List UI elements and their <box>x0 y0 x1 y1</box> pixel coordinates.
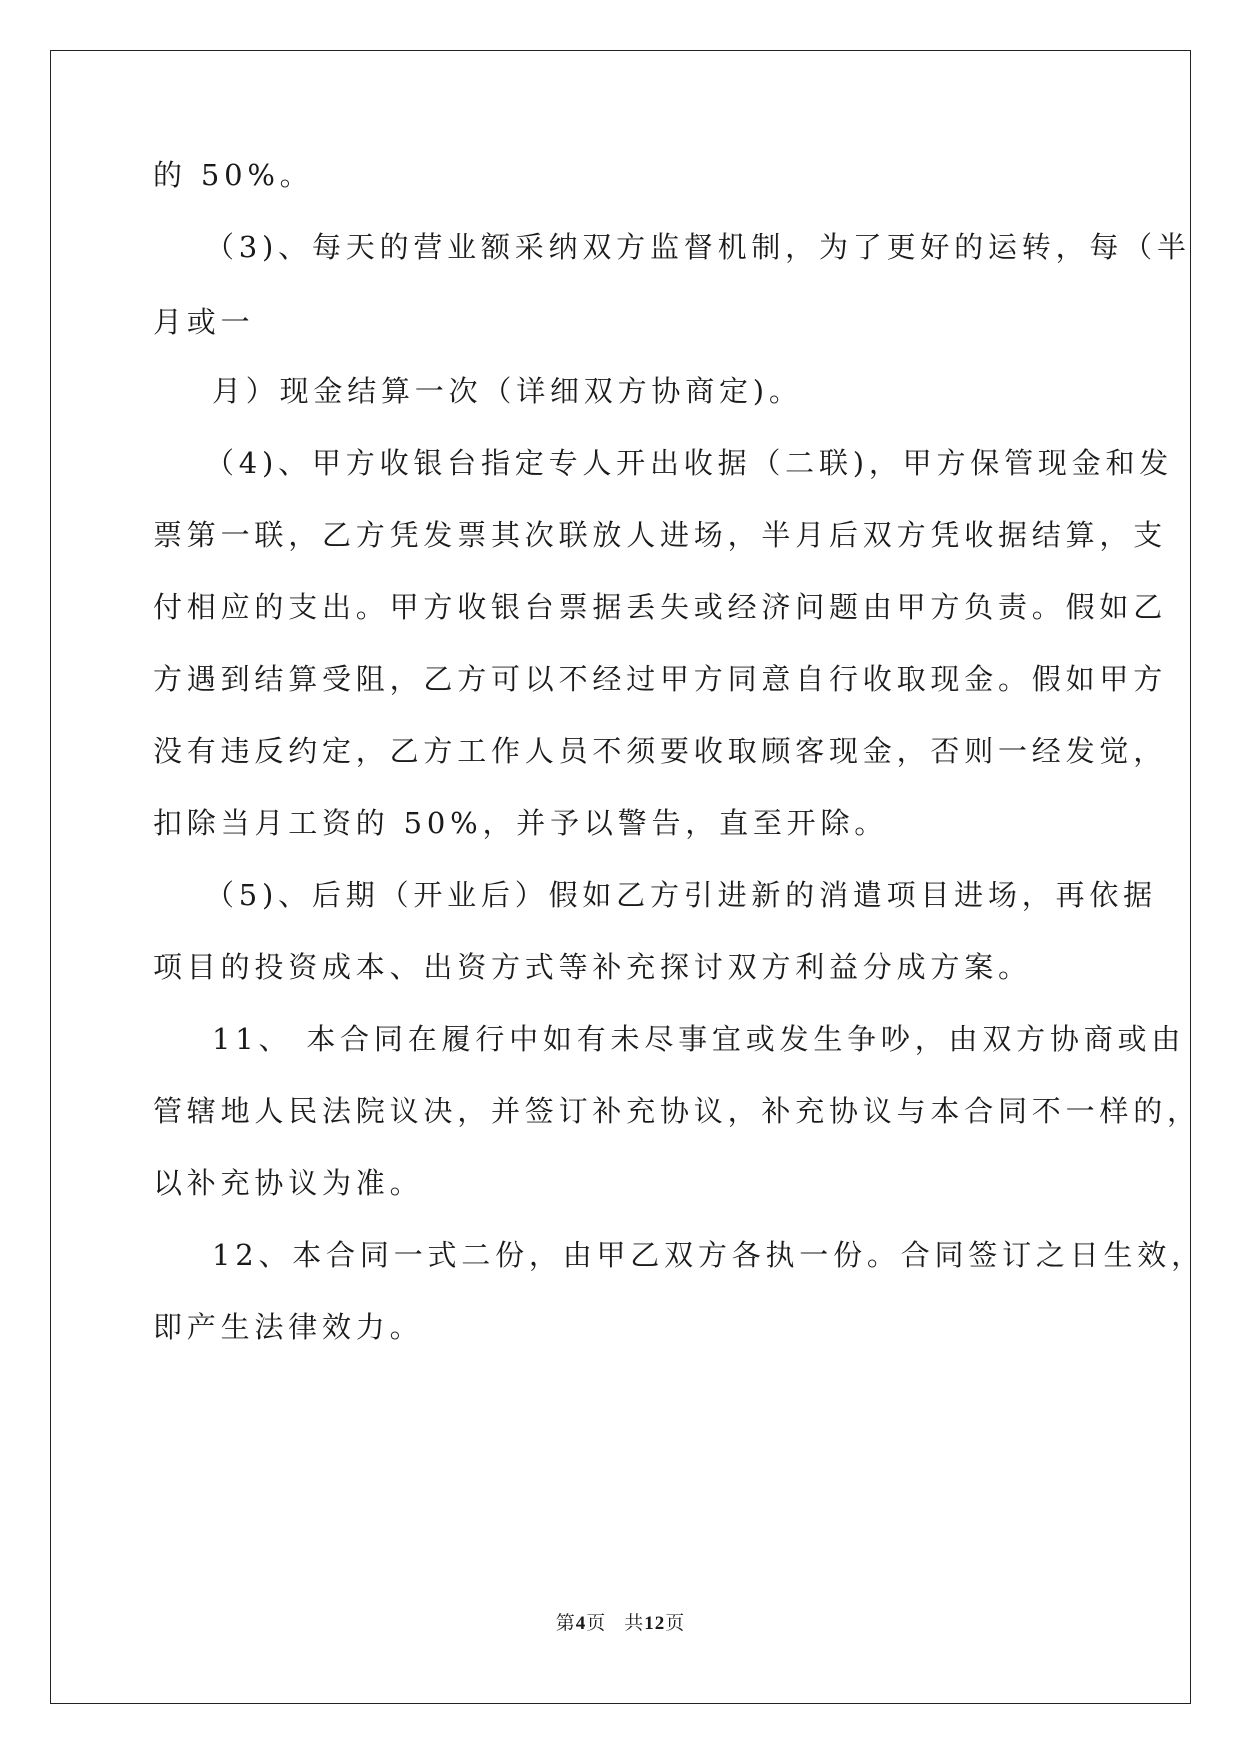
page-prefix: 第 <box>555 1613 576 1634</box>
paragraph-line: 的 50%。 <box>153 158 314 192</box>
paragraph-line: 月）现金结算一次（详细双方协商定)。 <box>212 374 803 408</box>
total-prefix: 共 <box>624 1613 645 1634</box>
paragraph-line: （5)、后期（开业后）假如乙方引进新的消遣项目进场，再依据 <box>205 878 1157 912</box>
paragraph-line: 项目的投资成本、出资方式等补充探讨双方利益分成方案。 <box>153 950 1032 984</box>
paragraph-line: 付相应的支出。甲方收银台票据丢失或经济问题由甲方负责。假如乙 <box>153 590 1168 624</box>
paragraph-line: 没有违反约定，乙方工作人员不须要收取顾客现金，否则一经发觉， <box>153 734 1168 768</box>
paragraph-line: （3)、每天的营业额采纳双方监督机制，为了更好的运转，每（半 <box>205 230 1191 264</box>
page-suffix: 页 <box>586 1613 607 1634</box>
total-pages: 12 <box>644 1613 666 1634</box>
page-number: 4 <box>575 1613 587 1634</box>
paragraph-line: 以补充协议为准。 <box>153 1166 424 1200</box>
paragraph-line: 12、本合同一式二份，由甲乙双方各执一份。合同签订之日生效， <box>212 1238 1205 1272</box>
page-footer <box>0 1608 1241 1635</box>
paragraph-line: 扣除当月工资的 50%，并予以警告，直至开除。 <box>153 806 889 840</box>
paragraph-line: 管辖地人民法院议决，并签订补充协议，补充协议与本合同不一样的， <box>153 1094 1201 1128</box>
paragraph-line: 11、 本合同在履行中如有未尽事宜或发生争吵，由双方协商或由 <box>212 1022 1186 1056</box>
paragraph-line: 方遇到结算受阻，乙方可以不经过甲方同意自行收取现金。假如甲方 <box>153 662 1168 696</box>
paragraph-line: 即产生法律效力。 <box>153 1310 424 1344</box>
paragraph-line: （4)、甲方收银台指定专人开出收据（二联)，甲方保管现金和发 <box>205 446 1174 480</box>
paragraph-line: 月或一 <box>153 305 255 339</box>
total-suffix: 页 <box>665 1613 686 1634</box>
paragraph-line: 票第一联，乙方凭发票其次联放人进场，半月后双方凭收据结算，支 <box>153 518 1168 552</box>
